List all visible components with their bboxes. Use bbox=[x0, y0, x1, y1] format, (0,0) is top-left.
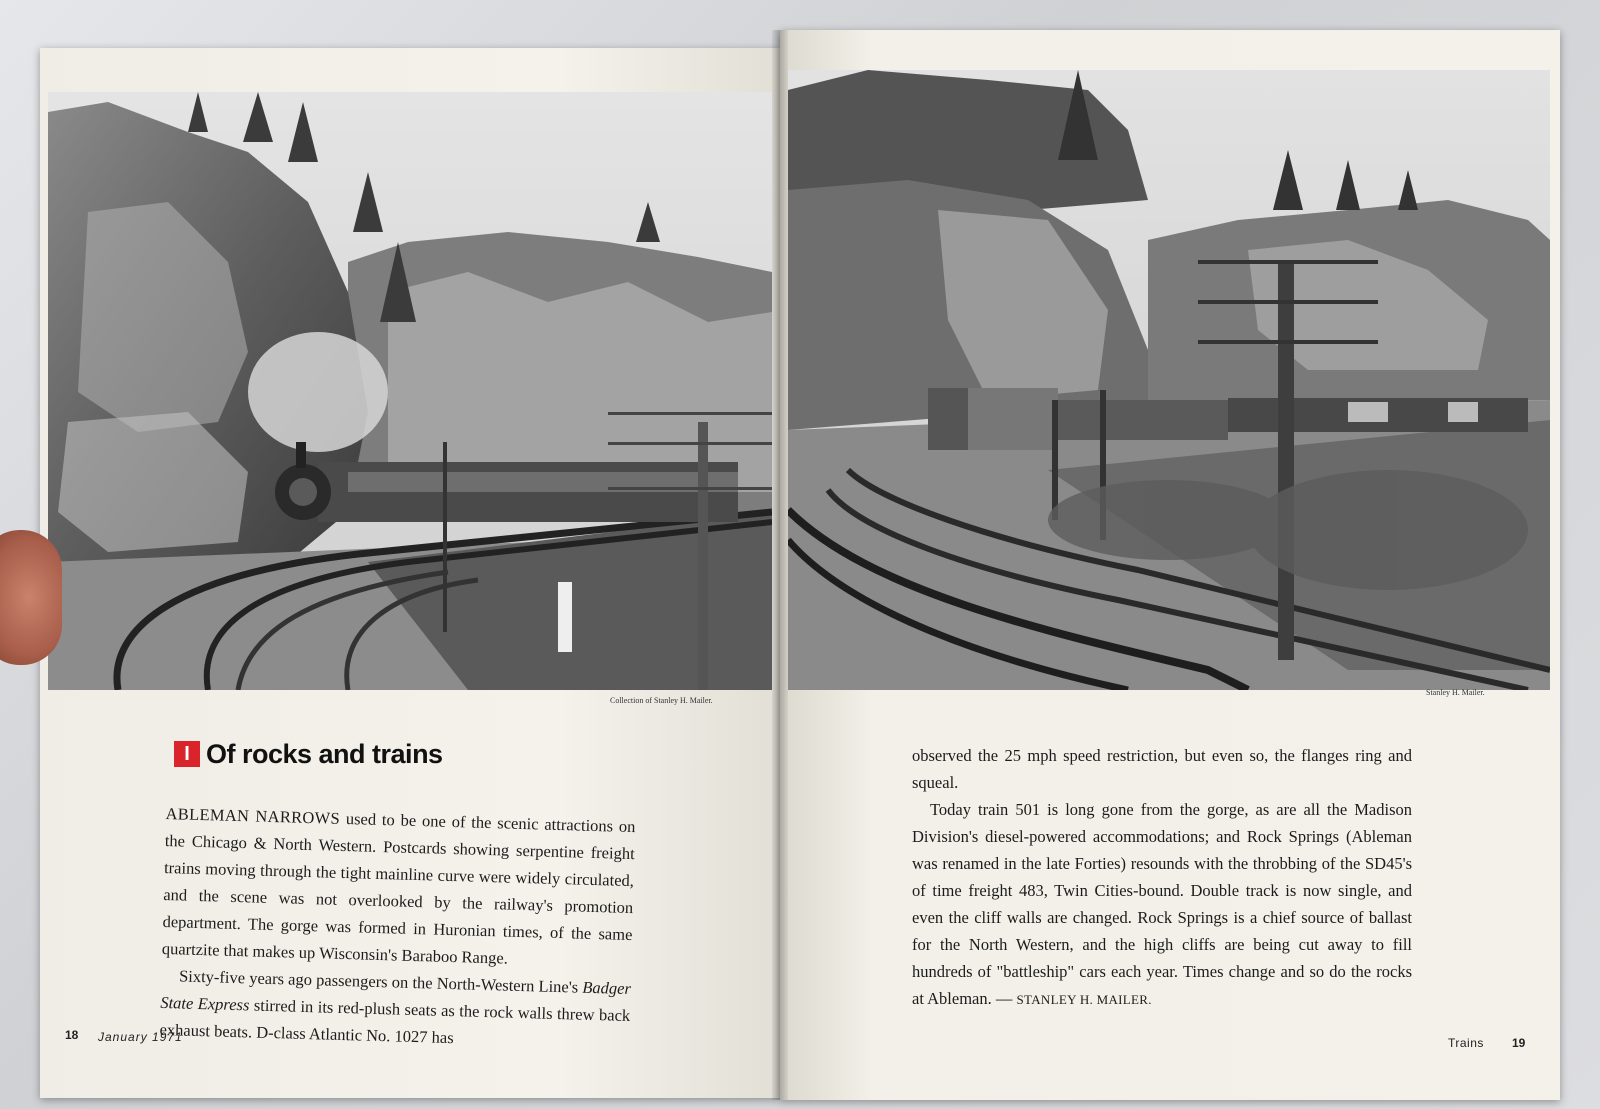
right-paragraph-1: observed the 25 mph speed restriction, but even so, the flanges ring and squeal. bbox=[912, 746, 1412, 792]
photo-credit-left: Collection of Stanley H. Mailer. bbox=[610, 696, 713, 705]
steam-train-photo bbox=[48, 92, 772, 690]
train-name-italic: Badger State Express bbox=[160, 977, 632, 1015]
article-headline bbox=[174, 736, 443, 772]
issue-date: January 1971 bbox=[98, 1030, 183, 1044]
right-paragraph-2-body: Today train 501 is long gone from the gorge, as are all the Madison Division's diesel-powered accommodations; and Rock Springs (Ableman was renamed in the late Forties) resounds with the throbbing of the SD45's of time freight 483, Twin Cities-bound. Double track is now single, and even the cliff walls are changed. Rock Springs is a chief source of ballast for the North Western, and the high cliffs are being cut away to fill hundreds of "battleship" cars each year. Times change and so do the rocks at Ableman. — bbox=[912, 800, 1412, 1008]
logo-letter: I bbox=[184, 743, 190, 765]
page-number-right: 19 bbox=[1512, 1036, 1526, 1050]
hand-thumb bbox=[0, 530, 62, 665]
left-paragraph-2 bbox=[159, 962, 631, 1056]
lead-in-text: ABLEMAN NARROWS bbox=[165, 803, 341, 828]
left-paragraph-2-post: stirred in its red-plush seats as the rock walls threw back exhaust beats. D-class Atlantic No. 1027 has bbox=[159, 995, 631, 1048]
right-column-text bbox=[912, 742, 1412, 1013]
diesel-freight-photo bbox=[788, 70, 1550, 690]
magazine-gutter bbox=[772, 30, 788, 1100]
photo-credit-right: Stanley H. Mailer. bbox=[1426, 688, 1485, 697]
magazine-name: Trains bbox=[1448, 1036, 1484, 1050]
headline-text: Of rocks and trains bbox=[206, 738, 443, 769]
left-paragraph-1 bbox=[161, 800, 635, 975]
left-paragraph-2-pre: Sixty-five years ago passengers on the North-Western Line's bbox=[178, 966, 583, 997]
trains-logo-icon bbox=[174, 741, 200, 767]
left-column-text bbox=[159, 800, 636, 1056]
page-number-left: 18 bbox=[65, 1028, 79, 1042]
right-paragraph-2 bbox=[912, 796, 1412, 1013]
left-paragraph-1-body: used to be one of the scenic attractions on the Chicago & North Western. Postcards showing serpentine freight trains moving through the tight mainline curve were widely circulated, and the scene was not overlooked by the railway's promotion department. The gorge was formed in Huronian times, of the same quartzite that makes up Wisconsin's Baraboo Range. bbox=[161, 808, 636, 968]
author-signature: STANLEY H. MAILER. bbox=[1016, 992, 1152, 1007]
